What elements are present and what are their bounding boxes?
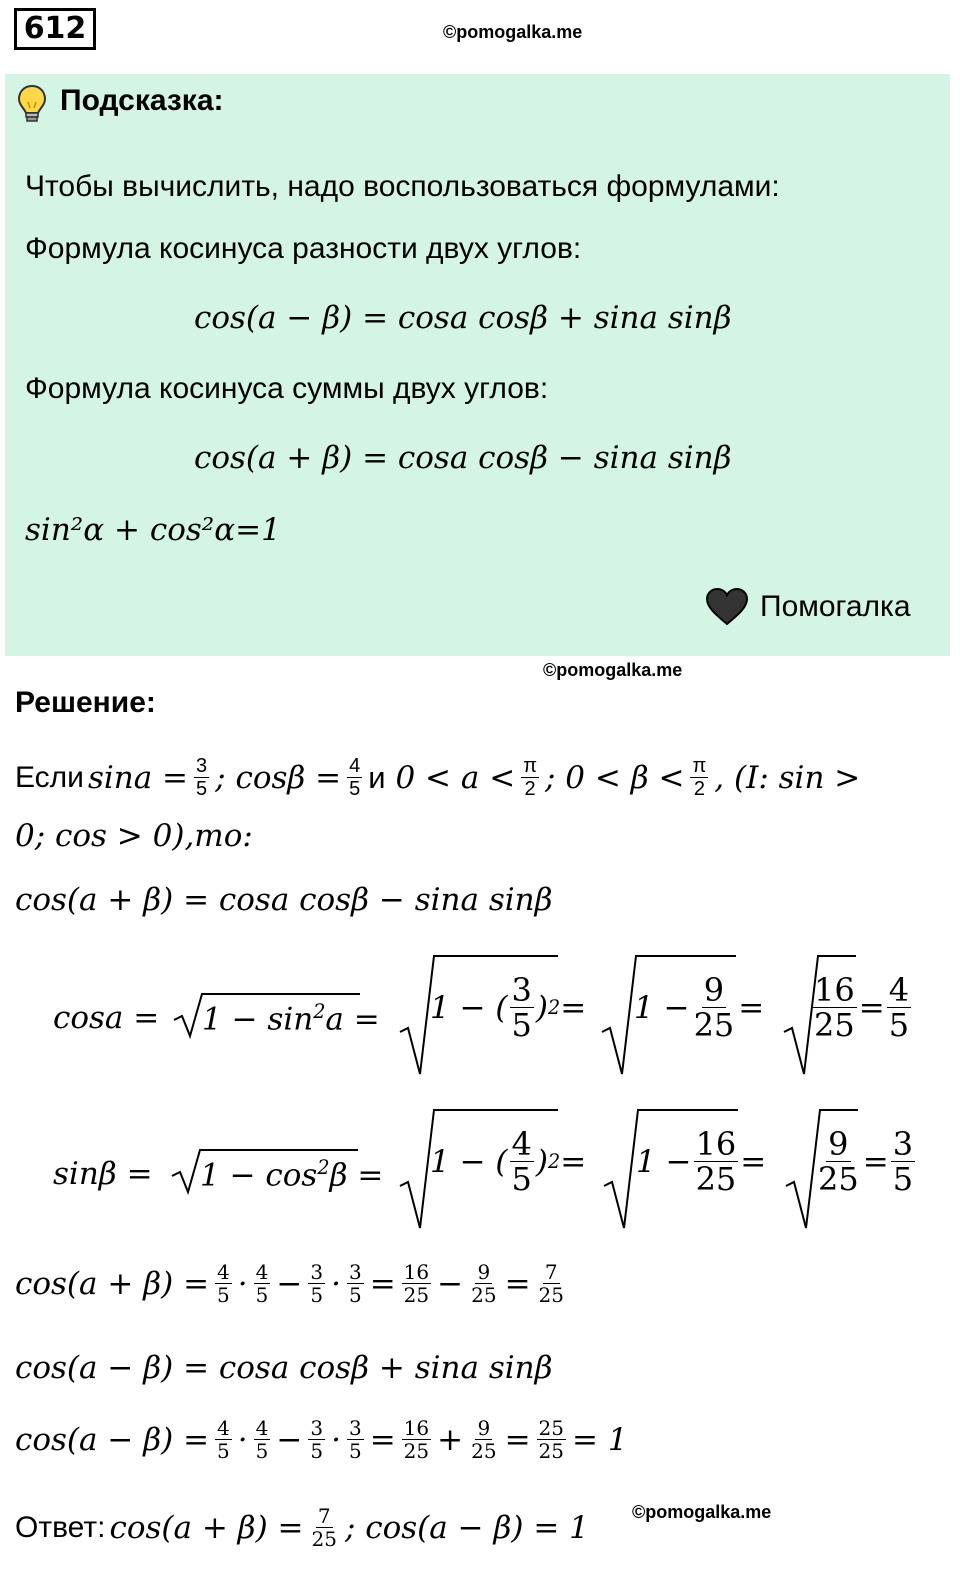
sqrt-1-content: $1 - \sin^2a$ = bbox=[202, 1000, 380, 1038]
diff-formula-line: cos(a − β) = cosa cosβ + sina sinβ bbox=[15, 1350, 553, 1386]
hint-title: Подсказка: bbox=[60, 84, 224, 117]
answer-label: Ответ: bbox=[15, 1510, 106, 1544]
sqrt-5-content: $1 - \cos^2\beta$ = bbox=[200, 1156, 384, 1194]
hint-identity: sin²α + cos²α=1 bbox=[25, 512, 281, 548]
condition-if: Если bbox=[15, 760, 84, 794]
hint-sum-formula: cos(a + β) = cosa cosβ − sina sinβ bbox=[194, 440, 732, 476]
sqrt-4-content: $\frac{16}{25}$ = $\frac{4}{5}$ bbox=[814, 971, 910, 1044]
hint-diff-formula: cos(a − β) = cosa cosβ + sina sinβ bbox=[194, 300, 732, 336]
lightbulb-icon bbox=[16, 84, 48, 124]
sqrt-6-content: 1 − ( $\frac{4}{5}$ ) 2 = bbox=[430, 1125, 587, 1198]
hint-box bbox=[5, 74, 950, 656]
sum-calc-line: cos(a + β) = $\frac{4}{5}$ · $\frac{4}{5}$ − $\frac{3}{5}$ · $\frac{3}{5}$ = $\frac{16}{25}$ − $\frac{9}{25}$ = $\frac{7}{25}$ bbox=[15, 1260, 564, 1307]
sqrt-3-content: 1 − $\frac{9}{25}$ = bbox=[634, 971, 765, 1044]
watermark-bottom: ©pomogalka.me bbox=[632, 1502, 772, 1522]
sqrt-7-content: 1 − $\frac{16}{25}$ = bbox=[636, 1125, 767, 1198]
cosa-label: cosa = bbox=[53, 1000, 160, 1036]
condition-then: 0; cos > 0),то: bbox=[15, 818, 253, 854]
diff-calc-line: cos(a − β) = $\frac{4}{5}$ · $\frac{4}{5}$ − $\frac{3}{5}$ · $\frac{3}{5}$ = $\frac{16}{25}$ + $\frac{9}{25}$ = $\frac{25}{25}$ = 1 bbox=[15, 1416, 628, 1463]
sqrt-8-content: $\frac{9}{25}$ = $\frac{3}{5}$ bbox=[818, 1125, 914, 1198]
hint-brand: Помогалка bbox=[760, 590, 911, 623]
watermark-middle: ©pomogalka.me bbox=[543, 660, 683, 680]
hint-diff-label: Формула косинуса разности двух углов: bbox=[25, 232, 582, 265]
heart-icon bbox=[705, 588, 749, 626]
problem-number: 612 bbox=[14, 8, 96, 50]
condition-line: Если sina = $\frac{3}{5}$ ; cosβ = $\frac{4}{5}$ и 0 < a < $\frac{\pi}{2}$ ; 0 < β < $\frac{\pi}{2}$ , (I: sin > bbox=[15, 755, 861, 800]
answer-line: Ответ: cos(a + β) = $\frac{7}{25}$ ; cos(a − β) = 1 bbox=[15, 1504, 589, 1551]
sqrt-2-content: 1 − ( $\frac{3}{5}$ ) 2 = bbox=[430, 971, 587, 1044]
hint-sum-label: Формула косинуса суммы двух углов: bbox=[25, 372, 549, 405]
sinb-label: sinβ = bbox=[53, 1156, 153, 1192]
hint-intro: Чтобы вычислить, надо воспользоваться формулами: bbox=[25, 170, 780, 203]
solution-title: Решение: bbox=[15, 686, 156, 719]
watermark-top: ©pomogalka.me bbox=[443, 22, 583, 42]
sum-formula-line: cos(a + β) = cosa cosβ − sina sinβ bbox=[15, 882, 553, 918]
